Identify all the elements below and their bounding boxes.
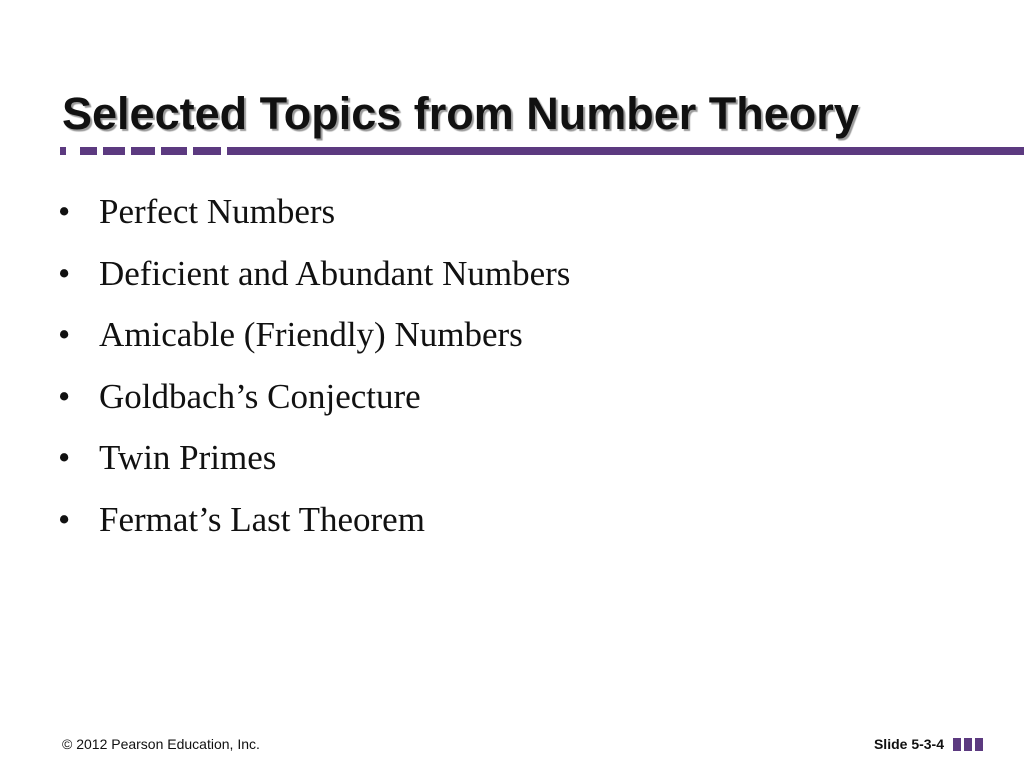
slide-number: Slide 5-3-4	[873, 736, 944, 752]
slide-title: Selected Topics from Number Theory	[62, 88, 859, 139]
topic-list	[58, 190, 570, 559]
bullet-dot: •	[58, 192, 71, 231]
bullet-dot: •	[58, 438, 71, 477]
topic-text: Goldbach’s Conjecture	[99, 376, 421, 416]
rule-dash-3	[103, 147, 125, 155]
bullet-dot: •	[58, 376, 71, 416]
rule-dash-6	[193, 147, 221, 155]
topic-item	[58, 252, 570, 314]
bullet-dot: •	[58, 499, 71, 539]
topic-item	[58, 190, 570, 252]
topic-text: Deficient and Abundant Numbers	[99, 253, 571, 293]
rule-dash-2	[80, 147, 97, 155]
bullet-dot: •	[58, 315, 71, 354]
rule-dash-7	[227, 147, 254, 155]
bullet-dot: •	[58, 253, 71, 293]
topic-item	[58, 313, 570, 375]
topic-text: Fermat’s Last Theorem	[99, 499, 425, 539]
copyright-notice: © 2012 Pearson Education, Inc.	[62, 736, 260, 752]
topic-item	[58, 436, 570, 498]
topic-text: Perfect Numbers	[99, 192, 336, 231]
rule-solid	[254, 147, 1024, 155]
rule-dash-1	[60, 147, 66, 155]
rule-dash-4	[131, 147, 155, 155]
title-underline-rule	[0, 146, 1024, 156]
topic-item	[58, 498, 570, 560]
slide-bars-icon	[953, 738, 983, 751]
rule-dash-5	[161, 147, 187, 155]
topic-text: Twin Primes	[99, 438, 277, 477]
topic-item	[58, 375, 570, 437]
topic-text: Amicable (Friendly) Numbers	[99, 315, 523, 354]
